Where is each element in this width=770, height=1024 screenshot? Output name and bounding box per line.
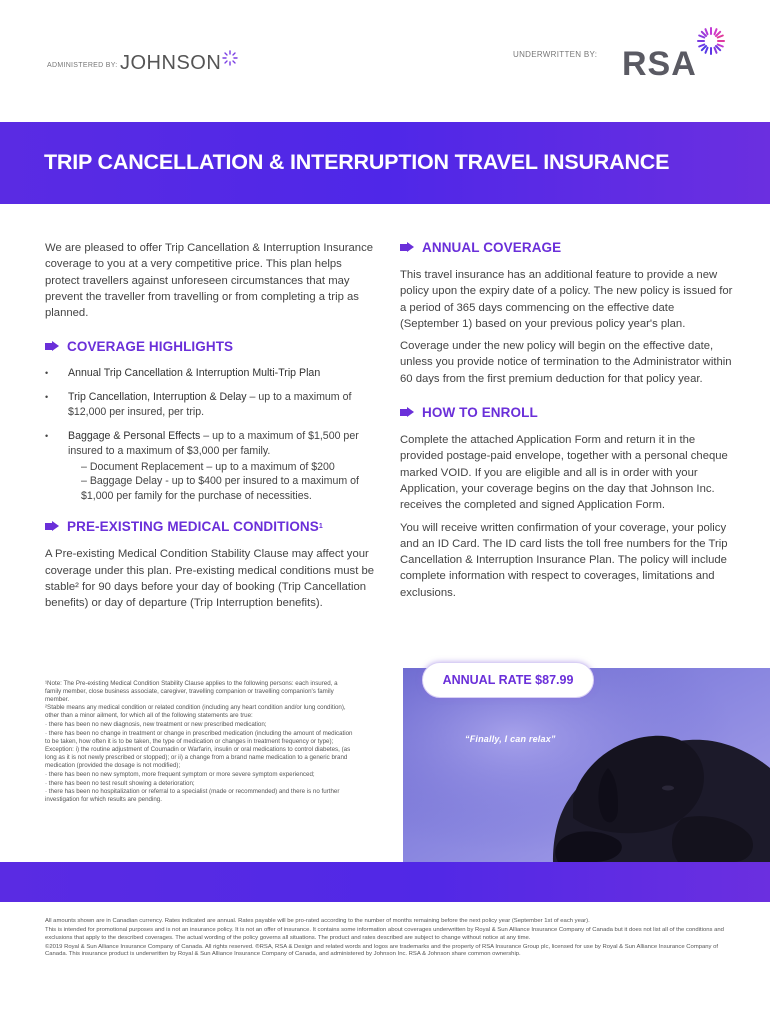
list-item: [45, 429, 375, 504]
list-item: [45, 390, 375, 421]
johnson-starburst-icon: [222, 50, 238, 66]
how-to-enroll-title: HOW TO ENROLL: [422, 405, 538, 421]
fine-print: [45, 918, 725, 960]
footnote: Exception: i) the routine adjustment of Coumadin or Warfarin, insulin or oral medications to control diabetes, (as long as it is not newly prescribed or stopped); or ii) a change from a brand name medication to a generic brand medication (provided the dosage is not modified);: [45, 746, 351, 769]
footnote: · there has been no test result showing a deterioration;: [45, 779, 195, 787]
rsa-starburst-icon: [696, 26, 726, 56]
left-column: [45, 240, 375, 612]
coverage-item-detail: – up to a maximum of $1,500 per insured to a maximum of $3,000 per family.: [68, 429, 359, 458]
enroll-paragraph-1: Complete the attached Application Form and return it in the provided postage-paid envelope, together with a personal cheque marked VOID. If you are eligible and all is in order with your Application, your coverage begins on the day that Johnson Inc. receives the completed and signed Application Form.: [400, 434, 728, 512]
coverage-item-detail: – up to a maximum of $12,000 per insured, per trip.: [68, 390, 352, 419]
coverage-subitem: – Document Replacement – up to a maximum of $200: [81, 460, 335, 473]
annual-coverage-heading: [400, 240, 735, 255]
arrow-icon: [400, 407, 414, 418]
annual-paragraph-2: Coverage under the new policy will begin on the effective date, unless you provide notice of termination to the Administrator within 60 days from the first premium deduction for that policy year.: [400, 340, 732, 385]
coverage-highlights-heading: [45, 339, 375, 354]
coverage-item-title: Trip Cancellation, Interruption & Delay: [68, 390, 247, 403]
footnotes: [45, 680, 355, 805]
list-item: [45, 366, 375, 382]
footnote: · there has been no hospitalization or referral to a specialist (made or recommended) and there is no further investigation for which results are pending.: [45, 788, 340, 804]
johnson-logo: [120, 52, 238, 75]
annual-coverage-title: ANNUAL COVERAGE: [422, 240, 562, 255]
annual-paragraph-1: This travel insurance has an additional feature to provide a new policy upon the expiry date of a policy. The new policy is issued for a period of 365 days commencing on the effective date (September 1) based on your previous policy year's plan.: [400, 269, 733, 330]
preexisting-title: PRE-EXISTING MEDICAL CONDITIONS: [67, 519, 319, 535]
right-column: [400, 240, 735, 601]
coverage-item-title: Baggage & Personal Effects: [68, 429, 201, 442]
footnote: ¹Note: The Pre-existing Medical Condition Stability Clause applies to the following persons: each insured, a family member, close business associate, caregiver, travelling companion or travelling companion's family member.: [45, 680, 338, 703]
administered-by-label: ADMINISTERED BY:: [47, 62, 118, 69]
title-banner: [0, 122, 770, 204]
photo-quote: “Finally, I can relax”: [465, 734, 556, 744]
how-to-enroll-heading: [400, 405, 735, 420]
footnote-marker: 1: [318, 523, 323, 531]
coverage-item-title: Annual Trip Cancellation & Interruption Multi-Trip Plan: [68, 367, 321, 380]
footer-band: [0, 862, 770, 902]
coverage-list: [45, 366, 375, 503]
page-header: [0, 0, 770, 120]
footnote: · there has been no new symptom, more frequent symptom or more severe symptom experienced;: [45, 770, 315, 778]
arrow-icon: [400, 242, 414, 253]
preexisting-heading: [45, 519, 375, 534]
johnson-wordmark: JOHNSON: [120, 52, 222, 74]
coverage-highlights-title: COVERAGE HIGHLIGHTS: [67, 339, 234, 355]
fine-print-line: All amounts shown are in Canadian currency. Rates indicated are annual. Rates payable will be pro-rated according to the number of months remaining before the next policy year (September 1st of each year).: [45, 918, 590, 924]
annual-rate-badge: ANNUAL RATE $87.99: [422, 662, 594, 698]
fine-print-line: ©2019 Royal & Sun Alliance Insurance Company of Canada. All rights reserved. ®RSA, RSA & Design and related words and logos are trademarks and the property of RSA Insurance Group plc, licensed for use by Royal & Sun Alliance Insurance Company of Canada. This insurance product is underwritten by Royal & Sun Alliance Insurance Company of Canada, and administered by Johnson Inc. RSA & Johnson share common ownership.: [45, 943, 719, 958]
page-title: TRIP CANCELLATION & INTERRUPTION TRAVEL INSURANCE: [44, 150, 670, 174]
preexisting-paragraph: A Pre-existing Medical Condition Stability Clause may affect your coverage under this plan. Pre-existing medical conditions must be stable² for 90 days before your day of booking (Trip Cancellation benefits) or day of departure (Trip Interruption benefits).: [45, 548, 375, 610]
enroll-paragraph-2: You will receive written confirmation of your coverage, your policy and an ID Card. The ID card lists the toll free numbers for the Trip Cancellation & Interruption Insurance Plan. The policy will include complete information with respect to coverages, limitations and exclusions.: [400, 521, 728, 599]
rsa-wordmark: RSA: [622, 45, 697, 83]
coverage-subitem: – Baggage Delay - up to $400 per insured to a maximum of $1,000 per family for the purchase of necessities.: [81, 475, 359, 502]
arrow-icon: [45, 521, 59, 532]
underwritten-by-label: UNDERWRITTEN BY:: [513, 50, 598, 59]
footnote: ²Stable means any medical condition or related condition (including any heart condition and/or lung condition), other than a minor ailment, for which all of the following statements are true:: [45, 704, 346, 720]
intro-paragraph: We are pleased to offer Trip Cancellation & Interruption Insurance coverage to you at a very competitive price. This plan helps protect travellers against unforeseen circumstances that may prevent the traveller from travelling or from completing a trip as planned.: [45, 242, 374, 320]
footnote: · there has been no new diagnosis, new treatment or new prescribed medication;: [45, 720, 267, 728]
fine-print-line: This is intended for promotional purposes and is not an insurance policy. It is not an offer of insurance. It contains some information about coverages underwritten by Royal & Sun Alliance Insurance Company of Canada but it does not list all of the conditions and exclusions that apply to the described coverages. The actual wording of the policy governs all situations. The product and rates described are subject to change without notice at any time.: [45, 927, 724, 941]
arrow-icon: [45, 341, 59, 352]
footnote: · there has been no change in treatment or change in prescribed medication (including the amount of medication to be taken, how often it is to be taken, the type of medication or changes in treatment frequency or type);: [45, 729, 353, 745]
